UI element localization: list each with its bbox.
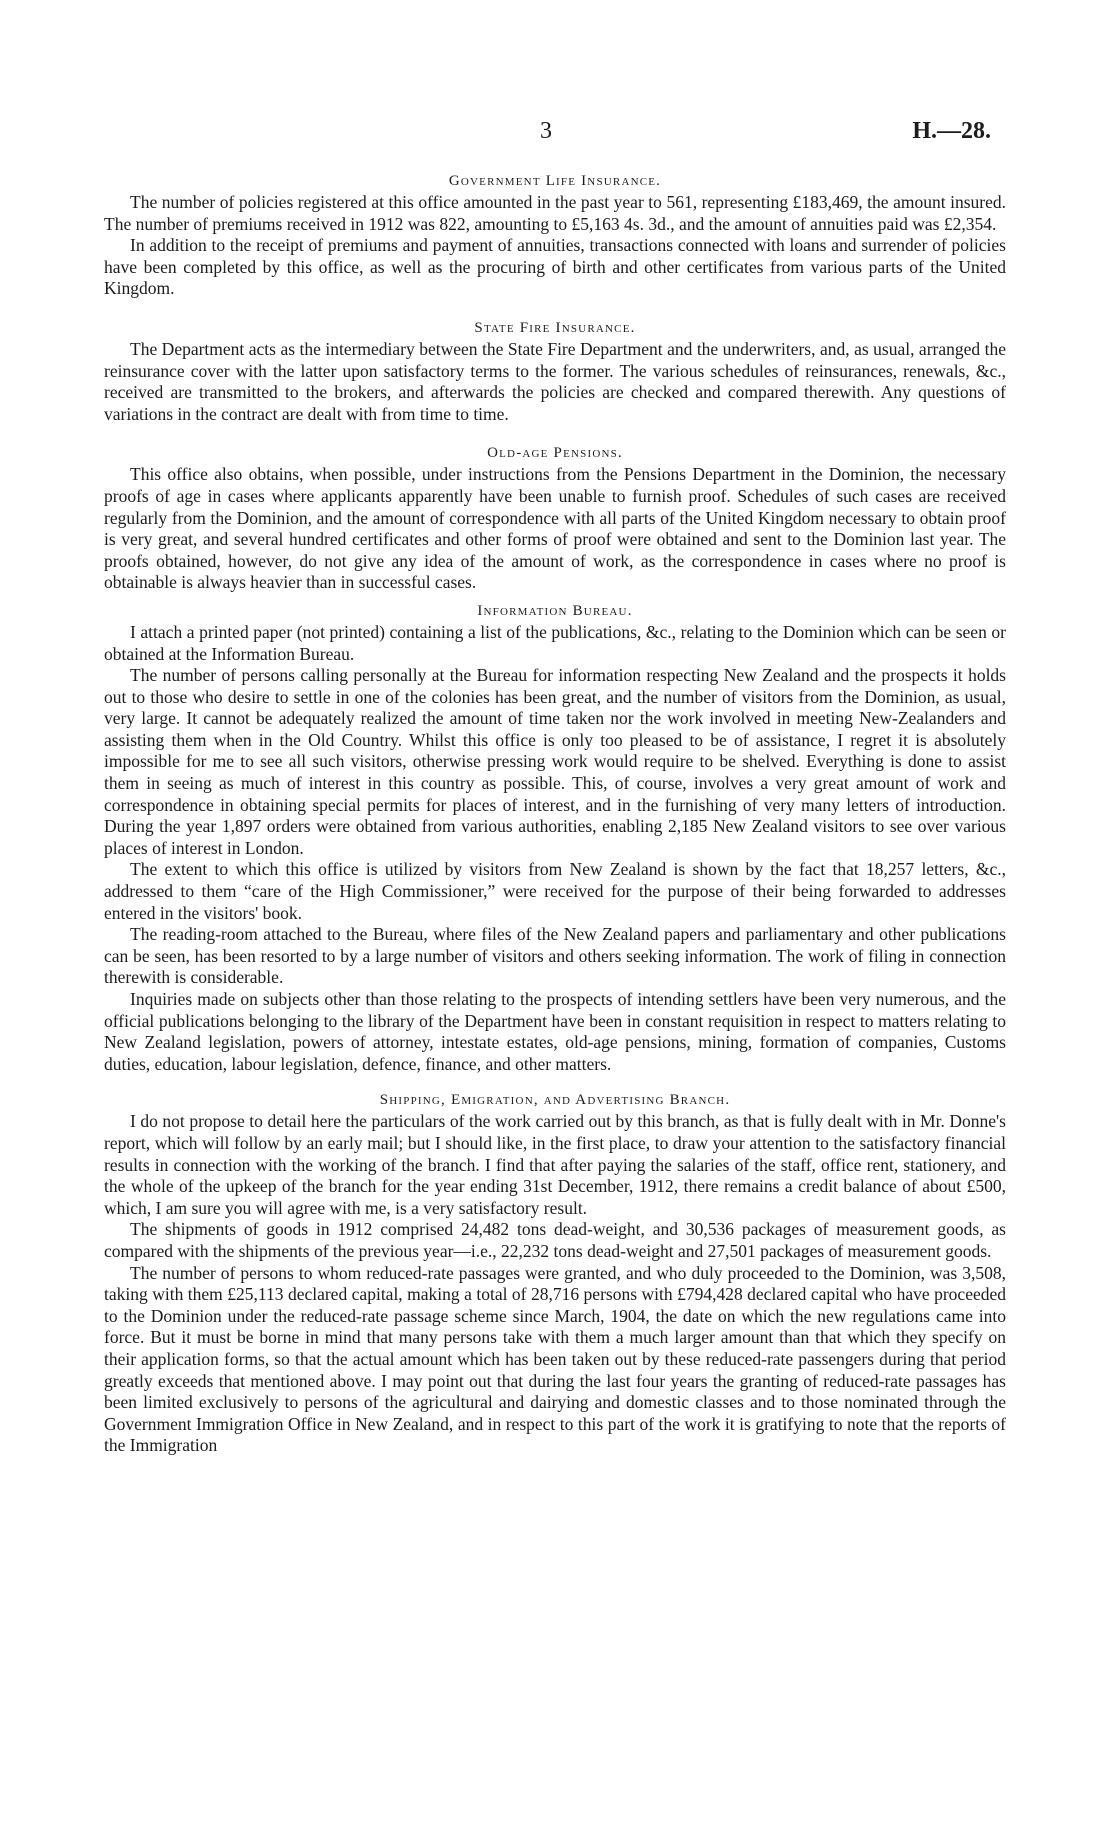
body-text <box>104 170 1006 1457</box>
paragraph: The shipments of goods in 1912 comprised 24,482 tons dead-weight, and 30,536 packages of measurement goods, as compared with the shipments of the previous year—i.e., 22,232 tons dead-weight and 27,501 packages of measurement goods. <box>104 1219 1006 1261</box>
section-spacer <box>104 425 1006 442</box>
paragraph: I do not propose to detail here the particulars of the work carried out by this branch, as that is fully dealt with in Mr. Donne's report, which will follow by an early mail; but I should like, in the first place, to draw your attention to the satisfactory financial results in connection with the working of the branch. I find that after paying the salaries of the staff, office rent, stationery, and the whole of the upkeep of the branch for the year ending 31st December, 1912, there remains a credit balance of about £500, which, I am sure you will agree with me, is a very satisfactory result. <box>104 1111 1006 1218</box>
paragraph: The number of persons calling personally at the Bureau for information respecting New Zealand and the prospects it holds out to those who desire to settle in one of the colonies has been great, and the number of visitors from the Dominion, as usual, very large. It cannot be adequately realized the amount of time taken nor the work involved in meeting New-Zealanders and assisting them when in the Old Country. Whilst this office is only too pleased to be of assistance, I regret it is absolutely impossible for me to see all such visitors, otherwise pressing work would require to be shelved. Everything is done to assist them in seeing as much of interest in this country as possible. This, of course, involves a very great amount of work and correspondence in obtaining special permits for places of interest, and in the furnishing of very many letters of introduction. During the year 1,897 orders were obtained from various authorities, enabling 2,185 New Zealand visitors to see over various places of interest in London. <box>104 665 1006 858</box>
section-old-age-pensions <box>104 442 1006 594</box>
paragraph: Inquiries made on subjects other than those relating to the prospects of intending settlers have been very numerous, and the official publications belonging to the library of the Department have been in constant requisition in respect to matters relating to New Zealand legislation, powers of attorney, intestate estates, old-age pensions, mining, formation of companies, Customs duties, education, labour legislation, defence, finance, and other matters. <box>104 989 1006 1074</box>
paragraph: In addition to the receipt of premiums and payment of annuities, transactions connected with loans and surrender of policies have been completed by this office, as well as the procuring of birth and other certificates from various parts of the United Kingdom. <box>104 235 1006 299</box>
section-heading: Government Life Insurance. <box>448 173 662 189</box>
paragraph: The number of policies registered at this office amounted in the past year to 561, representing £183,469, the amount insured. The number of premiums received in 1912 was 822, amounting to £5,163 4s. 3d., and the amount of annuities paid was £2,354. <box>104 192 1006 234</box>
section-shipping-emigration-advertising <box>104 1089 1006 1457</box>
paragraph: The extent to which this office is utilized by visitors from New Zealand is shown by the fact that 18,257 letters, &c., addressed to them “care of the High Commissioner,” were received for the purpose of their being forwarded to addresses entered in the visitors' book. <box>104 859 1006 923</box>
section-government-life-insurance <box>104 170 1006 300</box>
section-spacer <box>104 300 1006 317</box>
section-heading: Information Bureau. <box>477 602 633 619</box>
section-spacer <box>104 1075 1006 1089</box>
paragraph: This office also obtains, when possible, under instructions from the Pensions Department in the Dominion, the necessary proofs of age in cases where applicants apparently have been unable to furnish proof. Schedules of such cases are received regularly from the Dominion, and the amount of correspondence with all parts of the United Kingdom necessary to obtain proof is very great, and several hundred certificates and other forms of proof were obtained and sent to the Dominion last year. The proofs obtained, however, do not give any idea of the amount of work, as the correspondence in cases where no proof is obtainable is always heavier than in successful cases. <box>104 464 1006 593</box>
section-heading: Old-age Pensions. <box>487 445 623 462</box>
report-code: H.—28. <box>912 118 991 144</box>
paragraph: The number of persons to whom reduced-rate passages were granted, and who duly proceeded to the Dominion, was 3,508, taking with them £25,113 declared capital, making a total of 28,716 persons with £794,428 declared capital who have proceeded to the Dominion under the reduced-rate passage scheme since March, 1904, the date on which the new regulations came into force. But it must be borne in mind that many persons take with them a much larger amount than that which they specify on their application forms, so that the actual amount which has been taken out by these reduced-rate passengers during that period greatly exceeds that mentioned above. I may point out that during the last four years the granting of reduced-rate passages has been limited exclusively to persons of the agricultural and dairying and domestic classes and to those nominated through the Government Immigration Office in New Zealand, and in respect to this part of the work it is gratifying to note that the reports of the Immigration <box>104 1262 1006 1456</box>
paragraph: The Department acts as the intermediary between the State Fire Department and the underwriters, and, as usual, arranged the reinsurance cover with the latter upon satisfactory terms to the former. The various schedules of reinsurances, renewals, &c., received are transmitted to the brokers, and afterwards the policies are checked and compared therewith. Any questions of variations in the contract are dealt with from time to time. <box>104 338 1006 424</box>
paragraph: The reading-room attached to the Bureau, where files of the New Zealand papers and parliamentary and other publications can be seen, has been resorted to by a large number of visitors and others seeking information. The work of filing in connection therewith is considerable. <box>104 924 1006 988</box>
paragraph: I attach a printed paper (not printed) containing a list of the publications, &c., relating to the Dominion which can be seen or obtained at the Information Bureau. <box>104 621 1006 664</box>
section-information-bureau <box>104 600 1006 1075</box>
section-heading: State Fire Insurance. <box>474 319 636 336</box>
page-number: 3 <box>540 118 553 144</box>
section-state-fire-insurance <box>104 317 1006 425</box>
section-heading: Shipping, Emigration, and Advertising Branch. <box>379 1092 731 1109</box>
